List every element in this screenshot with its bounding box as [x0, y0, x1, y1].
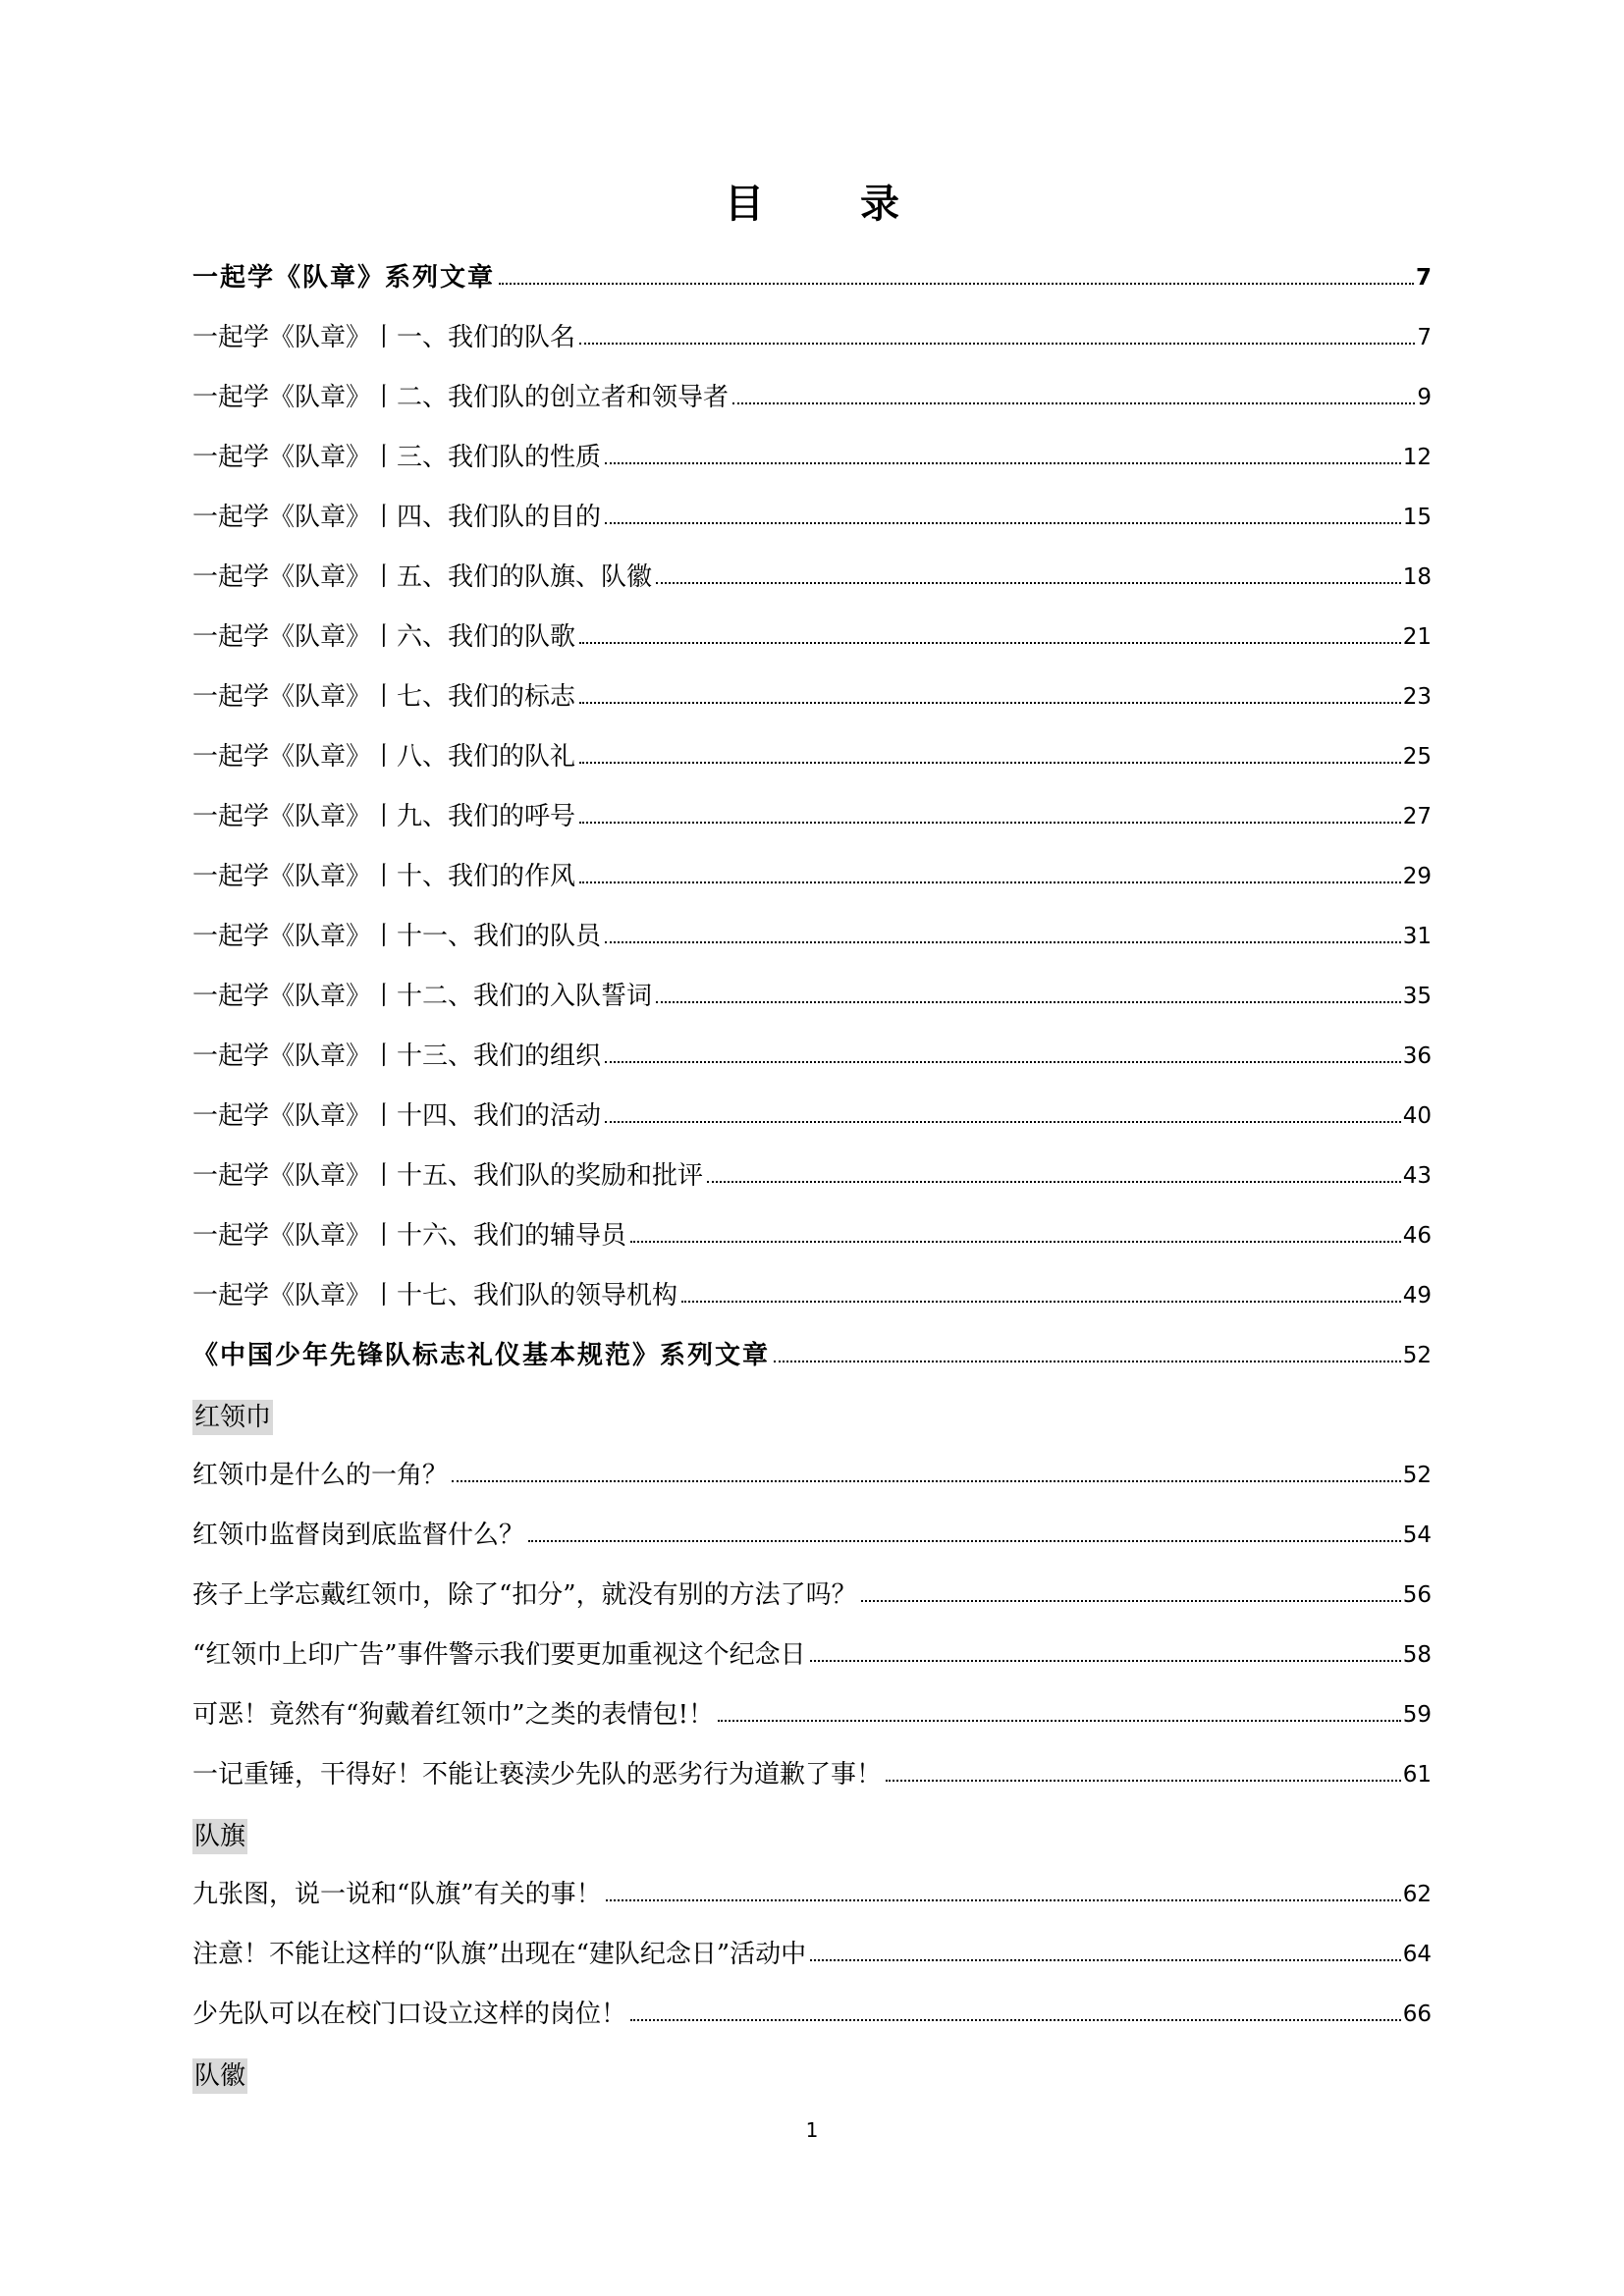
toc-entry-title: 一起学《队章》丨十二、我们的入队誓词 [192, 982, 653, 1011]
toc-entry-title: 一起学《队章》丨二、我们队的创立者和领导者 [192, 383, 730, 412]
toc-entry-title: 一起学《队章》丨十七、我们队的领导机构 [192, 1281, 678, 1310]
toc-entry-title: “红领巾上印广告”事件警示我们要更加重视这个纪念日 [192, 1640, 806, 1670]
toc-entry[interactable] [192, 665, 1432, 724]
toc-dot-leader [605, 462, 1401, 464]
toc-dot-leader [810, 1959, 1401, 1961]
toc-dot-leader [579, 762, 1401, 764]
toc-dot-leader [605, 522, 1401, 524]
toc-dot-leader [579, 822, 1401, 824]
toc-entry[interactable] [192, 1263, 1432, 1323]
table-of-contents [192, 245, 1432, 2102]
toc-entry-page: 36 [1402, 1043, 1432, 1069]
toc-dot-leader [656, 582, 1401, 584]
toc-entry-title: 一起学《队章》丨十五、我们队的奖励和批评 [192, 1161, 704, 1191]
toc-entry-title: 一起学《队章》丨三、我们队的性质 [192, 443, 602, 472]
toc-entry-title: 九张图，说一说和“队旗”有关的事！ [192, 1880, 602, 1909]
toc-section-heading [192, 2042, 1432, 2102]
toc-dot-leader [499, 283, 1414, 285]
toc-section-label: 红领巾 [192, 1400, 273, 1435]
toc-dot-leader [732, 402, 1415, 404]
toc-entry[interactable] [192, 1323, 1432, 1383]
toc-dot-leader [605, 1061, 1401, 1063]
toc-entry[interactable] [192, 844, 1432, 904]
toc-dot-leader [452, 1480, 1401, 1482]
toc-dot-leader [630, 1241, 1401, 1243]
toc-entry-page: 52 [1402, 1343, 1432, 1368]
toc-entry-page: 23 [1402, 684, 1432, 710]
toc-entry[interactable] [192, 1623, 1432, 1682]
toc-section-heading [192, 1383, 1432, 1443]
toc-entry-page: 9 [1417, 385, 1432, 410]
toc-section-label: 队旗 [192, 1819, 247, 1854]
toc-entry-title: 一起学《队章》丨一、我们的队名 [192, 323, 576, 352]
toc-entry-page: 54 [1402, 1522, 1432, 1548]
toc-entry-page: 18 [1402, 564, 1432, 590]
toc-entry-page: 21 [1402, 624, 1432, 650]
toc-entry[interactable] [192, 1203, 1432, 1263]
toc-entry[interactable] [192, 1443, 1432, 1503]
toc-entry[interactable] [192, 485, 1432, 545]
toc-entry-page: 56 [1402, 1582, 1432, 1608]
toc-dot-leader [718, 1720, 1401, 1722]
toc-entry-title: 注意！不能让这样的“队旗”出现在“建队纪念日”活动中 [192, 1940, 807, 1969]
toc-entry[interactable] [192, 1922, 1432, 1982]
toc-entry-title: 《中国少年先锋队标志礼仪基本规范》系列文章 [192, 1341, 771, 1370]
toc-entry-page: 7 [1417, 325, 1432, 350]
toc-entry-title: 孩子上学忘戴红领巾，除了“扣分”，就没有别的方法了吗？ [192, 1580, 857, 1610]
toc-entry-title: 一起学《队章》丨十六、我们的辅导员 [192, 1221, 627, 1251]
toc-entry[interactable] [192, 784, 1432, 844]
toc-entry-page: 59 [1402, 1702, 1432, 1728]
toc-entry-title: 一起学《队章》丨九、我们的呼号 [192, 802, 576, 831]
toc-entry-page: 62 [1402, 1882, 1432, 1907]
toc-entry-page: 43 [1402, 1163, 1432, 1189]
toc-dot-leader [886, 1780, 1401, 1782]
toc-dot-leader [707, 1181, 1401, 1183]
toc-entry[interactable] [192, 1084, 1432, 1144]
toc-entry[interactable] [192, 545, 1432, 605]
toc-entry[interactable] [192, 1682, 1432, 1742]
toc-entry-page: 52 [1402, 1463, 1432, 1488]
toc-entry-page: 64 [1402, 1942, 1432, 1967]
toc-entry[interactable] [192, 305, 1432, 365]
toc-entry[interactable] [192, 425, 1432, 485]
toc-entry-title: 一起学《队章》丨十四、我们的活动 [192, 1101, 602, 1131]
toc-entry-page: 46 [1402, 1223, 1432, 1249]
toc-dot-leader [579, 642, 1401, 644]
toc-entry[interactable] [192, 1862, 1432, 1922]
toc-entry-page: 35 [1402, 984, 1432, 1009]
toc-entry-page: 40 [1402, 1103, 1432, 1129]
toc-dot-leader [606, 1899, 1401, 1901]
toc-section-label: 队徽 [192, 2058, 247, 2094]
toc-entry[interactable] [192, 1563, 1432, 1623]
page-title: 目 录 [725, 181, 941, 227]
toc-dot-leader [579, 881, 1401, 883]
toc-entry-page: 58 [1402, 1642, 1432, 1668]
toc-entry-title: 一起学《队章》丨十、我们的作风 [192, 862, 576, 891]
toc-entry-title: 一起学《队章》丨十三、我们的组织 [192, 1041, 602, 1071]
toc-entry[interactable] [192, 1742, 1432, 1802]
toc-entry-page: 7 [1415, 265, 1432, 291]
toc-entry-title: 一起学《队章》丨十一、我们的队员 [192, 922, 602, 951]
toc-entry[interactable] [192, 904, 1432, 964]
toc-entry[interactable] [192, 1503, 1432, 1563]
toc-dot-leader [630, 2019, 1401, 2021]
toc-entry-title: 少先队可以在校门口设立这样的岗位！ [192, 2000, 627, 2029]
toc-entry[interactable] [192, 1982, 1432, 2042]
toc-entry-page: 49 [1402, 1283, 1432, 1308]
toc-entry-page: 29 [1402, 864, 1432, 889]
toc-dot-leader [656, 1001, 1401, 1003]
toc-entry-title: 一起学《队章》丨七、我们的标志 [192, 682, 576, 712]
toc-entry-title: 一记重锤，干得好！不能让亵渎少先队的恶劣行为道歉了事！ [192, 1760, 883, 1789]
toc-dot-leader [810, 1660, 1401, 1662]
toc-entry-page: 31 [1402, 924, 1432, 949]
toc-entry-page: 12 [1402, 445, 1432, 470]
toc-section-heading [192, 1802, 1432, 1862]
toc-entry-title: 一起学《队章》丨五、我们的队旗、队徽 [192, 562, 653, 592]
toc-entry-page: 27 [1402, 804, 1432, 829]
toc-dot-leader [605, 1121, 1401, 1123]
toc-entry-page: 66 [1402, 2002, 1432, 2027]
toc-entry-title: 一起学《队章》丨六、我们的队歌 [192, 622, 576, 652]
toc-dot-leader [579, 702, 1401, 704]
toc-entry[interactable] [192, 365, 1432, 425]
toc-entry-title: 一起学《队章》系列文章 [192, 263, 496, 293]
toc-dot-leader [681, 1301, 1401, 1303]
toc-entry-page: 15 [1402, 505, 1432, 530]
toc-entry[interactable] [192, 1024, 1432, 1084]
toc-dot-leader [528, 1540, 1401, 1542]
toc-entry[interactable] [192, 1144, 1432, 1203]
toc-entry-title: 一起学《队章》丨八、我们的队礼 [192, 742, 576, 772]
toc-entry-title: 可恶！竟然有“狗戴着红领巾”之类的表情包!！ [192, 1700, 715, 1730]
toc-dot-leader [579, 343, 1415, 345]
toc-entry[interactable] [192, 964, 1432, 1024]
toc-entry-title: 一起学《队章》丨四、我们队的目的 [192, 503, 602, 532]
toc-entry-title: 红领巾监督岗到底监督什么？ [192, 1521, 525, 1550]
toc-dot-leader [861, 1600, 1401, 1602]
page-number: 1 [805, 2118, 819, 2142]
toc-entry[interactable] [192, 605, 1432, 665]
toc-dot-leader [774, 1361, 1401, 1362]
toc-entry-page: 61 [1402, 1762, 1432, 1788]
toc-entry-title: 红领巾是什么的一角？ [192, 1461, 449, 1490]
toc-entry[interactable] [192, 724, 1432, 784]
toc-entry-page: 25 [1402, 744, 1432, 770]
toc-dot-leader [605, 941, 1401, 943]
toc-entry[interactable] [192, 245, 1432, 305]
